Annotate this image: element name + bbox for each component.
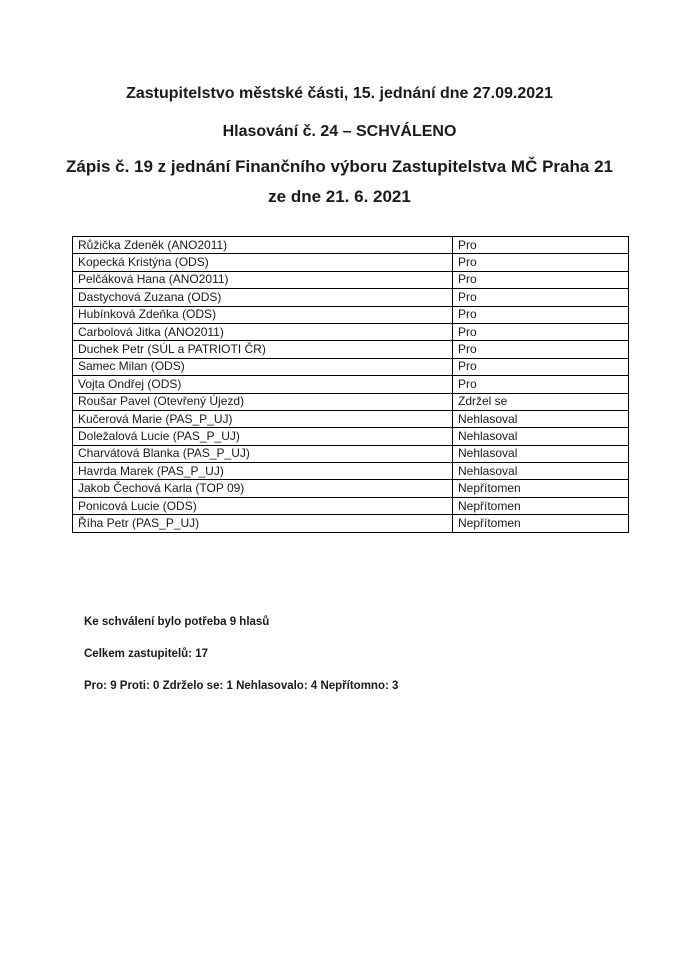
table-row — [73, 376, 629, 393]
vote-results-text: Pro: 9 Proti: 0 Zdrželo se: 1 Nehlasovalo: 4 Nepřítomno: 3 — [84, 680, 399, 692]
vote-cell: Nehlasoval — [453, 463, 629, 480]
vote-cell: Zdržel se — [453, 393, 629, 410]
member-name-cell: Pelčáková Hana (ANO2011) — [73, 271, 453, 288]
member-name-cell: Havrda Marek (PAS_P_UJ) — [73, 463, 453, 480]
vote-cell: Pro — [453, 306, 629, 323]
table-row — [73, 271, 629, 288]
table-row — [73, 289, 629, 306]
vote-cell: Nepřítomen — [453, 480, 629, 497]
table-row — [73, 341, 629, 358]
vote-cell: Nehlasoval — [453, 428, 629, 445]
vote-cell: Pro — [453, 358, 629, 375]
table-row — [73, 323, 629, 340]
member-name-cell: Carbolová Jitka (ANO2011) — [73, 323, 453, 340]
table-row — [73, 358, 629, 375]
table-row — [73, 445, 629, 462]
required-votes-text: Ke schválení bylo potřeba 9 hlasů — [84, 616, 270, 628]
member-name-cell: Kučerová Marie (PAS_P_UJ) — [73, 410, 453, 427]
vote-cell: Pro — [453, 341, 629, 358]
total-members-text: Celkem zastupitelů: 17 — [84, 648, 208, 660]
meeting-title: Zastupitelstvo městské části, 15. jednání dne 27.09.2021 — [126, 85, 553, 102]
vote-cell: Pro — [453, 237, 629, 254]
table-row — [73, 463, 629, 480]
member-name-cell: Roušar Pavel (Otevřený Újezd) — [73, 393, 453, 410]
table-row — [73, 393, 629, 410]
member-name-cell: Doležalová Lucie (PAS_P_UJ) — [73, 428, 453, 445]
vote-cell: Pro — [453, 254, 629, 271]
member-name-cell: Hubínková Zdeňka (ODS) — [73, 306, 453, 323]
table-row — [73, 480, 629, 497]
agenda-subject-line1: Zápis č. 19 z jednání Finančního výboru Zastupitelstva MČ Praha 21 — [66, 157, 613, 176]
table-row — [73, 254, 629, 271]
member-name-cell: Samec Milan (ODS) — [73, 358, 453, 375]
table-row — [73, 428, 629, 445]
table-row — [73, 515, 629, 532]
vote-cell: Nepřítomen — [453, 515, 629, 532]
table-row — [73, 497, 629, 514]
table-row — [73, 410, 629, 427]
table-row — [73, 306, 629, 323]
member-name-cell: Jakob Čechová Karla (TOP 09) — [73, 480, 453, 497]
member-name-cell: Kopecká Kristýna (ODS) — [73, 254, 453, 271]
member-name-cell: Vojta Ondřej (ODS) — [73, 376, 453, 393]
vote-cell: Pro — [453, 271, 629, 288]
vote-cell: Pro — [453, 323, 629, 340]
vote-cell: Nehlasoval — [453, 410, 629, 427]
member-name-cell: Růžička Zdeněk (ANO2011) — [73, 237, 453, 254]
vote-cell: Nehlasoval — [453, 445, 629, 462]
vote-table — [72, 236, 629, 533]
member-name-cell: Charvátová Blanka (PAS_P_UJ) — [73, 445, 453, 462]
vote-cell: Pro — [453, 376, 629, 393]
member-name-cell: Dastychová Zuzana (ODS) — [73, 289, 453, 306]
table-row — [73, 237, 629, 254]
vote-cell: Nepřítomen — [453, 497, 629, 514]
member-name-cell: Říha Petr (PAS_P_UJ) — [73, 515, 453, 532]
member-name-cell: Duchek Petr (SÚL a PATRIOTI ČR) — [73, 341, 453, 358]
member-name-cell: Ponicová Lucie (ODS) — [73, 497, 453, 514]
agenda-subject-line2: ze dne 21. 6. 2021 — [268, 187, 411, 206]
vote-cell: Pro — [453, 289, 629, 306]
vote-result-title: Hlasování č. 24 – SCHVÁLENO — [222, 123, 457, 140]
